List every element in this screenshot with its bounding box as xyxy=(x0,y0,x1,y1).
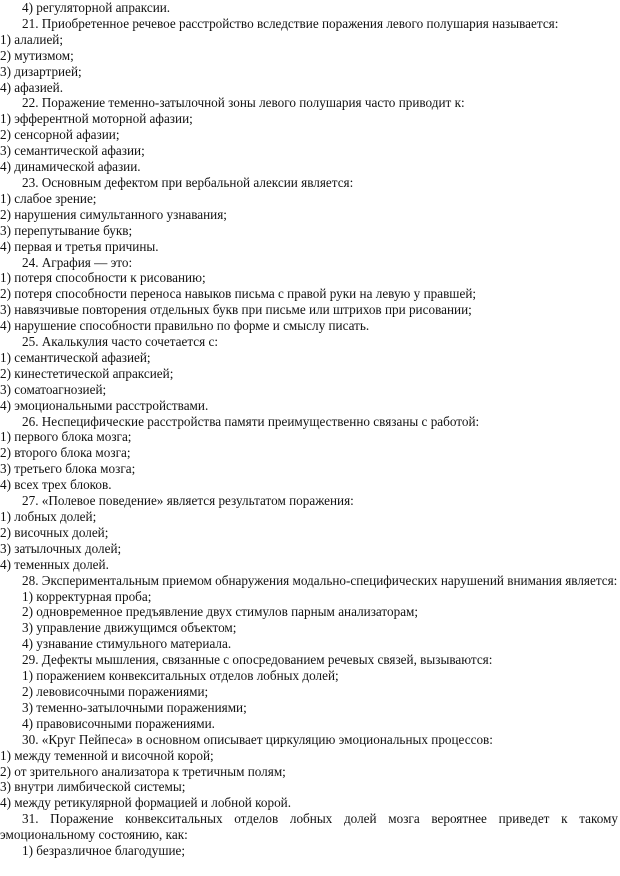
answer-option: 1) безразличное благодушие; xyxy=(22,843,186,859)
question-text: 27. «Полевое поведение» является результатом поражения: xyxy=(22,493,354,509)
question-text: 24. Аграфия — это: xyxy=(22,254,133,270)
answer-option: 3) управление движущимся объектом; xyxy=(22,620,237,636)
answer-option: 4) динамической афазии. xyxy=(0,159,141,175)
answer-option: 4) узнавание стимульного материала. xyxy=(22,636,232,652)
answer-option: 4) правовисочными поражениями. xyxy=(22,715,215,731)
answer-option: 2) сенсорной афазии; xyxy=(0,127,120,143)
answer-option: 1) первого блока мозга; xyxy=(0,429,132,445)
answer-option: 3) дизартрией; xyxy=(0,63,82,79)
answer-option: 3) семантической афазии; xyxy=(0,143,145,159)
answer-option: 2) одновременное предъявление двух стимулов парным анализаторам; xyxy=(22,604,419,620)
answer-option: 2) левовисочными поражениями; xyxy=(22,683,209,699)
answer-option: 2) второго блока мозга; xyxy=(0,445,131,461)
answer-option: 1) поражением конвекситальных отделов лобных долей; xyxy=(22,668,339,684)
answer-option: 3) навязчивые повторения отдельных букв при письме или штрихов при рисовании; xyxy=(0,302,472,318)
answer-option: 1) семантической афазией; xyxy=(0,349,151,365)
answer-option: 3) внутри лимбической системы; xyxy=(0,779,186,795)
answer-option: 1) корректурная проба; xyxy=(22,588,152,604)
answer-option: 4) афазией. xyxy=(0,79,64,95)
question-text: 26. Неспецифические расстройства памяти преимущественно связаны с работой: xyxy=(22,413,480,429)
answer-option: 1) лобных долей; xyxy=(0,509,97,524)
answer-option: 1) слабое зрение; xyxy=(0,190,97,206)
question-text: 23. Основным дефектом при вербальной алексии является: xyxy=(22,174,354,190)
answer-option: 3) соматоагнозией; xyxy=(0,381,107,397)
answer-option: 4) всех трех блоков. xyxy=(0,477,112,493)
answer-option: 4) между ретикулярной формацией и лобной корой. xyxy=(0,795,292,811)
answer-option: 4) эмоциональными расстройствами. xyxy=(0,397,209,413)
answer-option: 3) третьего блока мозга; xyxy=(0,461,136,477)
answer-option: 2) потеря способности переноса навыков письма с правой руки на левую у правшей; xyxy=(0,286,477,302)
question-text: 31. Поражение конвекситальных отделов лобных долей мозга вероятнее приведет к такому эмоциональному состоянию, как: xyxy=(0,811,618,843)
question-text: 28. Экспериментальным приемом обнаружения модально-специфических нарушений внимания является: xyxy=(22,572,618,588)
answer-option: 4) регуляторной апраксии. xyxy=(22,0,171,15)
answer-option: 3) перепутывание букв; xyxy=(0,222,133,238)
question-text: 25. Акалькулия часто сочетается с: xyxy=(22,334,219,350)
answer-option: 1) эфферентной моторной афазии; xyxy=(0,111,193,127)
answer-option: 4) теменных долей. xyxy=(0,556,109,572)
question-text: 29. Дефекты мышления, связанные с опосредованием речевых связей, вызываются: xyxy=(22,652,493,668)
answer-option: 2) от зрительного анализатора к третичным полям; xyxy=(0,763,286,779)
answer-option: 4) нарушение способности правильно по форме и смыслу писать. xyxy=(0,318,370,334)
question-text: 21. Приобретенное речевое расстройство вследствие поражения левого полушария называется: xyxy=(22,15,559,31)
answer-option: 2) мутизмом; xyxy=(0,47,74,63)
answer-option: 1) алалией; xyxy=(0,31,64,47)
question-text: 30. «Круг Пейпеса» в основном описывает циркуляцию эмоциональных процессов: xyxy=(22,731,493,747)
answer-option: 3) теменно-затылочными поражениями; xyxy=(22,699,247,715)
answer-option: 2) нарушения симультанного узнавания; xyxy=(0,206,227,222)
answer-option: 2) височных долей; xyxy=(0,524,109,540)
question-text: 22. Поражение теменно-затылочной зоны левого полушария часто приводит к: xyxy=(22,95,465,111)
answer-option: 1) потеря способности к рисованию; xyxy=(0,270,206,286)
answer-option: 3) затылочных долей; xyxy=(0,540,122,556)
answer-option: 2) кинестетической апраксией; xyxy=(0,365,174,381)
answer-option: 4) первая и третья причины. xyxy=(0,238,159,254)
answer-option: 1) между теменной и височной корой; xyxy=(0,747,214,763)
